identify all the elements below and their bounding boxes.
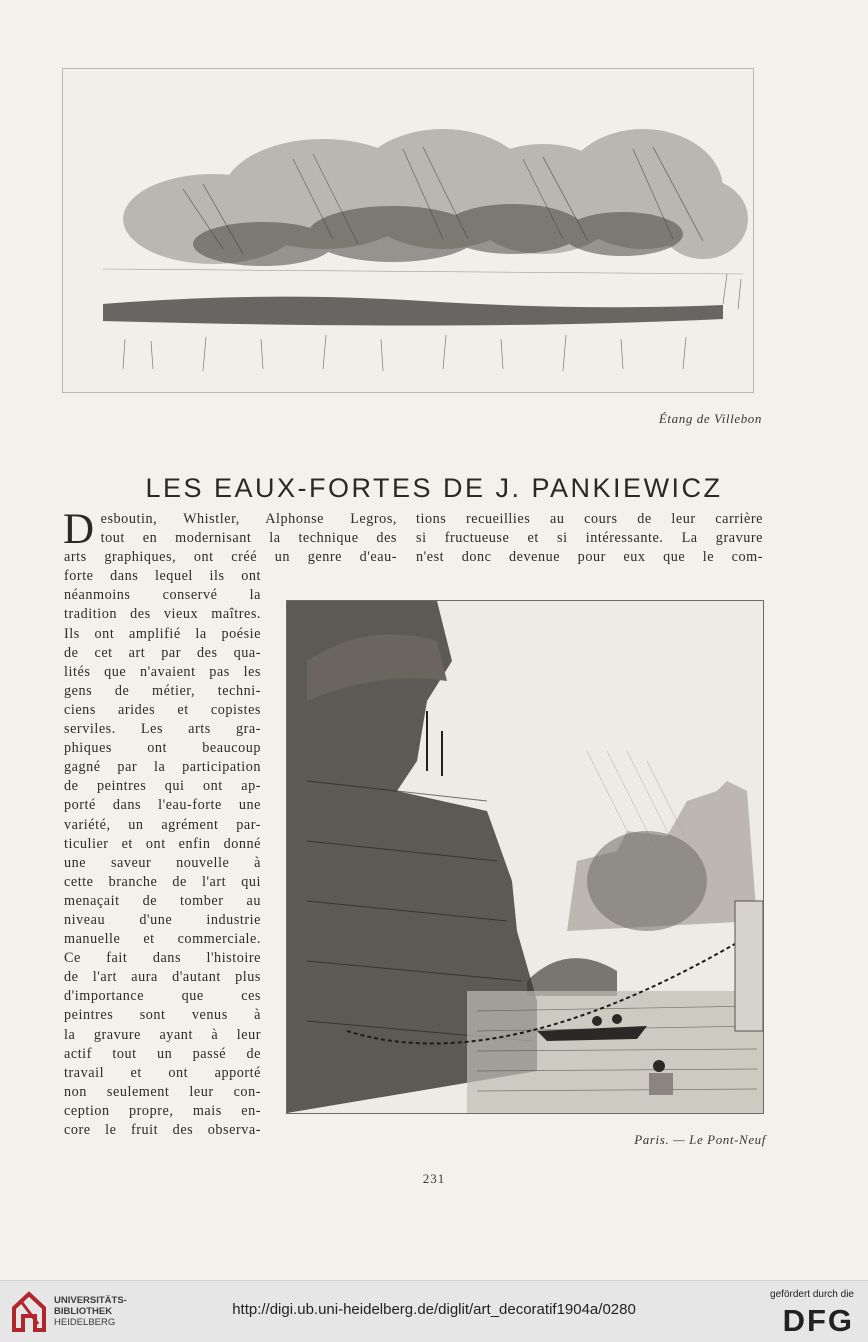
- text-line: serviles. Les arts gra-: [64, 721, 261, 738]
- text-line: ciens arides et copistes: [64, 701, 261, 718]
- text-line: esboutin, Whistler, Alphonse Legros,: [100, 511, 397, 527]
- text-line: Ce fait dans l'histoire: [64, 950, 261, 967]
- text-line: niveau d'une industrie: [64, 911, 261, 928]
- text-line: d'importance que ces: [64, 988, 261, 1005]
- left-column-lines: [64, 567, 261, 1140]
- text-line: peintres sont venus à: [64, 1007, 261, 1024]
- landscape-illustration: [63, 69, 753, 392]
- text-line: menaçait de tomber au: [64, 892, 261, 909]
- text-line: ception propre, mais en-: [64, 1102, 261, 1119]
- text-line: cette branche de l'art qui: [64, 873, 261, 890]
- text-line: manuelle et commerciale.: [64, 931, 261, 948]
- text-line: variété, un agrément par-: [64, 816, 261, 833]
- text-line: porté dans l'eau-forte une: [64, 797, 261, 814]
- text-line: core le fruit des observa-: [64, 1122, 261, 1138]
- text-line: phiques ont beaucoup: [64, 740, 261, 757]
- left-text-column: [63, 506, 397, 1140]
- text-line: lités que n'avaient pas les: [64, 663, 261, 680]
- text-line: gens de métier, techni-: [64, 682, 261, 699]
- library-line: HEIDELBERG: [54, 1317, 116, 1328]
- source-url-link[interactable]: http://digi.ub.uni-heidelberg.de/diglit/art_decoratif1904a/0280: [232, 1301, 636, 1318]
- funded-by-label: gefördert durch die: [770, 1289, 854, 1300]
- dfg-logo: DFG: [782, 1303, 854, 1338]
- text-line: de peintres qui ont ap-: [64, 778, 261, 795]
- page-number: 231: [422, 1171, 446, 1186]
- text-line: de cet art par des qua-: [64, 644, 261, 661]
- dropcap-letter: D: [63, 506, 95, 553]
- text-line: actif tout un passé de: [64, 1045, 261, 1062]
- footer-bar: [0, 1280, 868, 1342]
- text-line: tions recueillies au cours de leur carrière: [416, 511, 763, 527]
- right-text-column: [416, 510, 763, 567]
- text-line: si fructueuse et si intéressante. La gravure: [416, 530, 763, 547]
- text-line: n'est donc devenue pour eux que le com-: [416, 549, 763, 566]
- etching-etang-de-villebon: [62, 68, 754, 393]
- library-line: UNIVERSITÄTS-: [54, 1295, 127, 1306]
- text-line: une saveur nouvelle à: [64, 854, 261, 871]
- caption-pont-neuf: Paris. — Le Pont-Neuf: [634, 1132, 766, 1147]
- text-line: forte dans lequel ils ont: [64, 568, 261, 585]
- opening-lines: [63, 506, 397, 553]
- text-line: ticulier et ont enfin donné: [64, 835, 261, 852]
- text-line: tradition des vieux maîtres.: [64, 606, 261, 623]
- text-line: tout en modernisant la technique des: [100, 530, 397, 547]
- pont-neuf-illustration: [287, 601, 763, 1113]
- text-line: néanmoins conservé la: [64, 587, 261, 604]
- text-line: la gravure ayant à leur: [64, 1026, 261, 1043]
- text-line: gagné par la participation: [64, 759, 261, 776]
- caption-etang-de-villebon: Étang de Villebon: [658, 411, 762, 426]
- text-line: arts graphiques, ont créé un genre d'eau-: [64, 549, 397, 566]
- text-line: non seulement leur con-: [64, 1083, 261, 1100]
- text-line: de l'art aura d'autant plus: [64, 969, 261, 986]
- etching-pont-neuf: [286, 600, 764, 1114]
- article-title: LES EAUX-FORTES DE J. PANKIEWICZ: [145, 473, 723, 504]
- text-line: travail et ont apporté: [64, 1064, 261, 1081]
- library-line: BIBLIOTHEK: [54, 1306, 113, 1317]
- text-line: Ils ont amplifié la poésie: [64, 625, 261, 642]
